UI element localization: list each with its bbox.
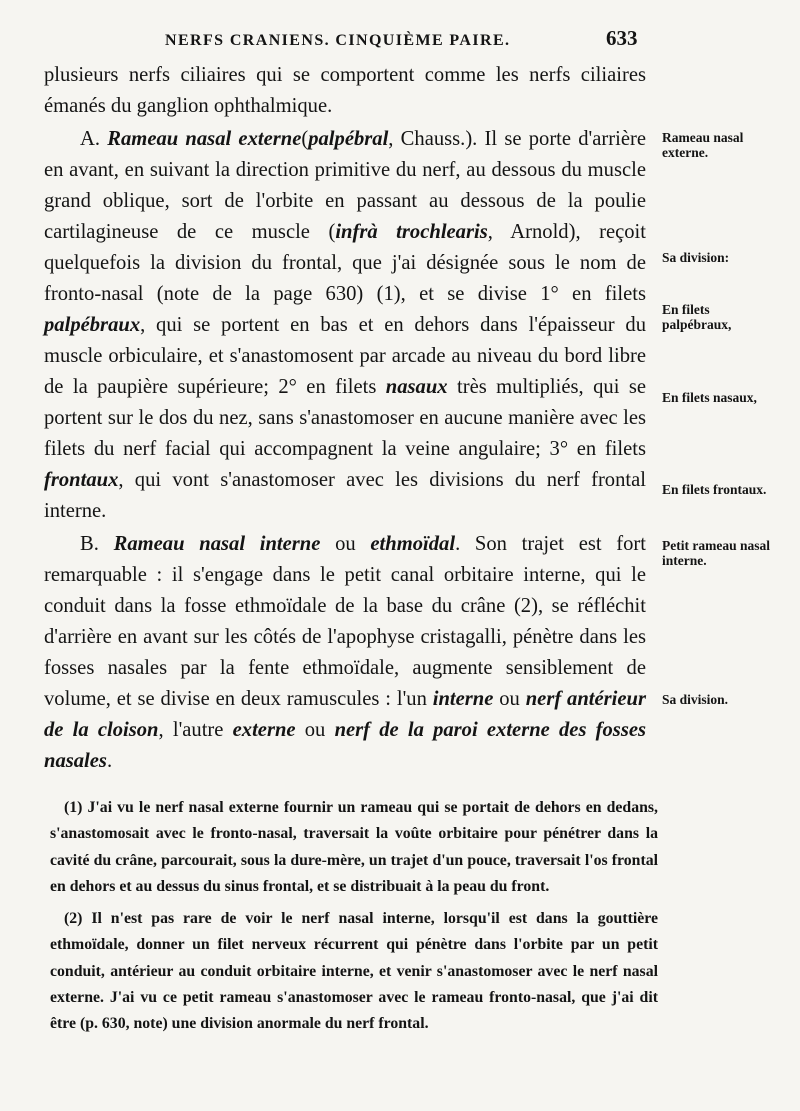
text-segment: , qui se portent en bas et en dehors dans l'épaisseur du muscle orbiculaire, et s'anastomosent par arcade au niveau du bord libre de la paupière supérieure; 2° en filets <box>44 314 646 398</box>
term-interne: interne <box>432 688 494 710</box>
text-segment: , Chauss.). Il se porte d'arrière en avant, en suivant la direction primitive du nerf, au dessous du muscle grand oblique, sort de l'orbite en passant au dessous de la poulie cartilagineuse de ce muscle ( <box>44 128 646 243</box>
text-segment: , l'autre <box>158 719 233 741</box>
margin-note-sa-division-2: Sa division. <box>662 692 729 707</box>
term-externe: externe <box>232 719 296 741</box>
page-number: 633 <box>606 26 638 50</box>
margin-note-filets-frontaux: En filets frontaux. <box>662 482 767 497</box>
paren-open: ( <box>301 128 309 150</box>
section-label-b: B. <box>80 533 99 555</box>
running-title: NERFS CRANIENS. CINQUIÈME PAIRE. <box>165 32 511 49</box>
section-title-nasal-interne: Rameau nasal interne <box>113 533 321 555</box>
margin-note-filets-palpebraux: En filets palpébraux, <box>662 302 732 332</box>
paragraph-rameau-nasal-interne <box>44 529 646 777</box>
text-segment: . Son trajet est fort remarquable : il s'engage dans le petit canal orbitaire interne, qui le conduit dans la fosse ethmoïdale de la base du crâne (2), se réfléchit d'arrière en avant sur les côtés de l'apophyse cristagalli, pénètre dans les fosses nasales par la fente ethmoïdale, augmente sensiblement de volume, et se divise en deux ramuscules : l'un <box>44 533 647 710</box>
footnote-2: (2) Il n'est pas rare de voir le nerf nasal interne, lorsqu'il est dans la gouttière ethmoïdale, donner un filet nerveux récurrent qui pénètre dans l'orbite par un petit conduit, antérieur au conduit orbitaire interne, et venir s'anastomoser avec le nerf nasal externe. J'ai vu ce petit rameau s'anastomoser avec le rameau fronto-nasal, que j'ai dit être (p. 630, note) une division anormale du nerf frontal. <box>50 910 658 1033</box>
footnote-1: (1) J'ai vu le nerf nasal externe fournir un rameau qui se portait de dehors en dedans, s'anastomosait avec le fronto-nasal, traversait la voûte orbitaire pour pénétrer dans la cavité du crâne, parcourait, sous la dure-mère, un trajet d'un pouce, traversait l'os frontal en dehors et au dessus du sinus frontal, et se distribuait à la peau du front. <box>50 799 658 895</box>
page-header <box>0 24 800 60</box>
term-frontaux: frontaux <box>44 469 119 491</box>
text-segment: . <box>106 750 113 772</box>
margin-note-rameau-nasal-externe: Rameau nasal externe. <box>662 130 744 160</box>
paragraph-rameau-nasal-externe <box>44 124 646 527</box>
paragraph-ciliaires: plusieurs nerfs ciliaires qui se comportent comme les nerfs ciliaires émanés du ganglion ophthalmique. <box>44 64 646 117</box>
term-infra-trochlearis: infrà trochlearis <box>335 221 488 243</box>
text-segment: très multipliés, qui se portent sur le dos du nez, sans s'anastomoser en aucune manière avec les filets du nerf facial qui accompagnent la veine angulaire; 3° en filets <box>44 376 646 460</box>
term-nerf-anterieur: nerf antérieur de la cloison <box>44 688 647 741</box>
text-segment: ou <box>320 533 371 555</box>
text-segment: , Arnold), reçoit quelquefois la division du frontal, que j'ai désignée sous le nom de fronto-nasal (note de la page 630) (1), et se divise 1° en filets <box>44 221 647 305</box>
term-ethmoidal: ethmoïdal <box>370 533 456 555</box>
text-segment: ou <box>493 688 526 710</box>
text-segment: ou <box>295 719 335 741</box>
footnotes <box>50 795 658 1038</box>
main-text <box>44 60 646 777</box>
section-title-nasal-externe: Rameau nasal externe <box>107 128 302 150</box>
margin-note-sa-division: Sa division: <box>662 250 730 265</box>
term-nasaux: nasaux <box>385 376 448 398</box>
term-nerf-paroi: nerf de la paroi externe des fosses nasales <box>44 719 646 772</box>
section-label-a: A. <box>80 128 101 150</box>
term-palpebral: palpébral <box>308 128 389 150</box>
term-palpebraux: palpébraux <box>44 314 141 336</box>
margin-note-petit-rameau: Petit rameau nasal interne. <box>662 538 770 568</box>
text-segment: , qui vont s'anastomoser avec les divisions du nerf frontal interne. <box>44 469 646 522</box>
margin-note-filets-nasaux: En filets nasaux, <box>662 390 757 405</box>
